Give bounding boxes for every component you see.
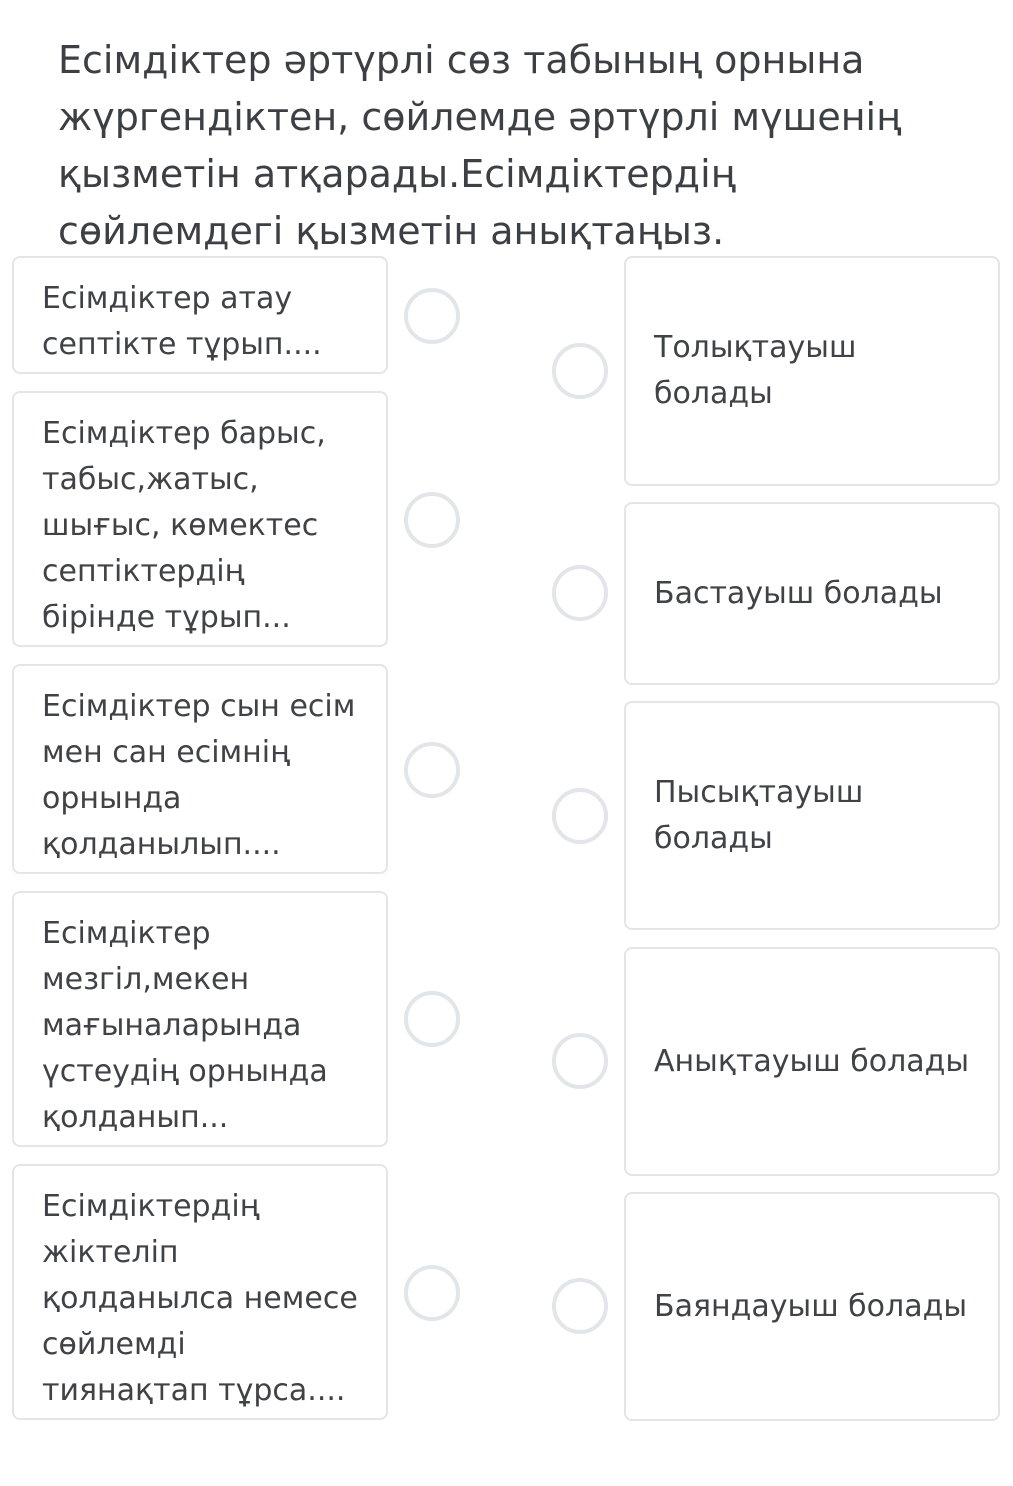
left-option-label: Есімдіктер барыс, табыс,жатыс, шығыс, көмектес септіктердің бірінде тұрып... <box>42 416 326 635</box>
left-match-radio-1[interactable] <box>404 288 460 344</box>
left-option-1[interactable] <box>12 256 388 374</box>
left-match-radio-2[interactable] <box>404 492 460 548</box>
left-option-label: Есімдіктер мезгіл,мекен мағыналарында үстеудің орнында қолданып... <box>42 916 328 1135</box>
right-option-5[interactable] <box>624 1192 1000 1421</box>
right-match-radio-3[interactable] <box>552 788 608 844</box>
left-option-4[interactable] <box>12 891 388 1147</box>
right-option-2[interactable] <box>624 502 1000 685</box>
right-option-3[interactable] <box>624 701 1000 930</box>
left-option-3[interactable] <box>12 664 388 874</box>
right-option-1[interactable] <box>624 256 1000 486</box>
right-option-label: Бастауыш болады <box>654 575 943 611</box>
right-option-label: Толықтауыш болады <box>654 330 857 411</box>
right-option-label: Пысықтауыш болады <box>654 774 864 856</box>
left-option-5[interactable] <box>12 1164 388 1420</box>
right-match-radio-2[interactable] <box>552 565 608 621</box>
right-match-radio-1[interactable] <box>552 343 608 399</box>
left-match-radio-5[interactable] <box>404 1265 460 1321</box>
right-option-label: Баяндауыш болады <box>654 1288 968 1324</box>
left-option-label: Есімдіктер сын есім мен сан есімнің орнында қолданылып.... <box>42 689 356 862</box>
right-match-radio-4[interactable] <box>552 1033 608 1089</box>
right-option-4[interactable] <box>624 947 1000 1176</box>
left-option-label: Есімдіктер атау септікте тұрып.... <box>42 281 322 362</box>
right-match-radio-5[interactable] <box>552 1278 608 1334</box>
question-text: Есімдіктер әртүрлі сөз табының орнына жүргендіктен, сөйлемде әртүрлі мүшенің қызметін атқарады.Есімдіктердің сөйлемдегі қызметін анықтаңыз. <box>58 38 902 253</box>
left-option-2[interactable] <box>12 391 388 647</box>
right-option-label: Анықтауыш болады <box>654 1043 970 1079</box>
left-option-label: Есімдіктердің жіктеліп қолданылса немесе сөйлемді тиянақтап тұрса.... <box>42 1189 358 1408</box>
left-match-radio-4[interactable] <box>404 991 460 1047</box>
left-match-radio-3[interactable] <box>404 742 460 798</box>
